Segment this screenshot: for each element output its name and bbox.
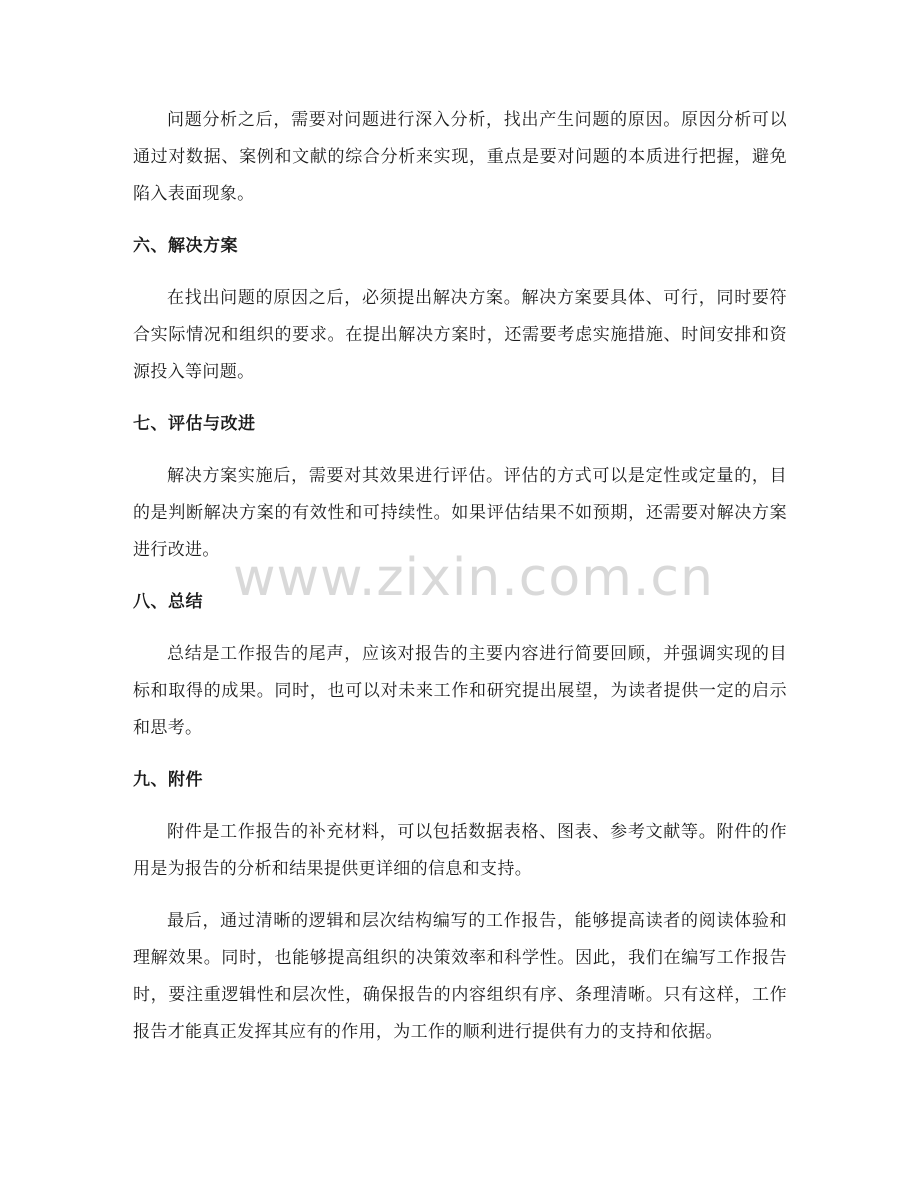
heading-appendix: 九、附件 [133, 770, 203, 790]
heading-solution: 六、解决方案 [133, 236, 238, 256]
paragraph-cause-analysis: 问题分析之后，需要对问题进行深入分析，找出产生问题的原因。原因分析可以通过对数据、案例和文献的综合分析来实现，重点是要对问题的本质进行把握，避免陷入表面现象。 [133, 110, 787, 204]
heading-summary: 八、总结 [133, 592, 203, 612]
paragraph-evaluation: 解决方案实施后，需要对其效果进行评估。评估的方式可以是定性或定量的，目的是判断解决方案的有效性和可持续性。如果评估结果不如预期，还需要对解决方案进行改进。 [133, 466, 787, 560]
paragraph-conclusion: 最后，通过清晰的逻辑和层次结构编写的工作报告，能够提高读者的阅读体验和理解效果。同时，也能够提高组织的决策效率和科学性。因此，我们在编写工作报告时，要注重逻辑性和层次性，确保报告的内容组织有序、条理清晰。只有这样，工作报告才能真正发挥其应有的作用，为工作的顺利进行提供有力的支持和依据。 [133, 911, 787, 1042]
heading-evaluation: 七、评估与改进 [133, 414, 256, 434]
paragraph-appendix: 附件是工作报告的补充材料，可以包括数据表格、图表、参考文献等。附件的作用是为报告的分析和结果提供更详细的信息和支持。 [133, 822, 787, 879]
paragraph-summary: 总结是工作报告的尾声，应该对报告的主要内容进行简要回顾，并强调实现的目标和取得的成果。同时，也可以对未来工作和研究提出展望，为读者提供一定的启示和思考。 [133, 644, 787, 738]
paragraph-solution: 在找出问题的原因之后，必须提出解决方案。解决方案要具体、可行，同时要符合实际情况和组织的要求。在提出解决方案时，还需要考虑实施措施、时间安排和资源投入等问题。 [133, 288, 787, 382]
document-body [133, 102, 787, 1051]
watermark: www.zixin.com.cn [233, 548, 714, 608]
